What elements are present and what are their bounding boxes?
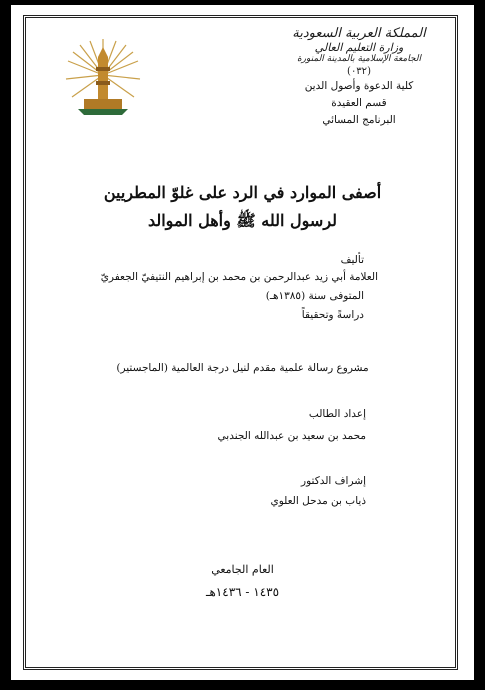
program-name: البرنامج المسائي — [322, 114, 396, 126]
department-name: قسم العقيدة — [331, 97, 387, 109]
author-label: تأليف — [340, 254, 364, 266]
author-death-date: المتوفى سنة (١٣٨٥هـ) — [265, 290, 364, 302]
author-name: العلامة أبي زيد عبدالرحمن بن محمد بن إبراهيم النتيفيّ الجعفريّ — [100, 271, 378, 283]
student-label: إعداد الطالب — [308, 408, 366, 420]
institution-code: (٠٣٢) — [347, 66, 371, 77]
academic-year-value: ١٤٣٥ - ١٤٣٦هـ — [205, 585, 280, 599]
university-emblem-icon — [64, 37, 142, 117]
institution-header — [274, 27, 444, 129]
kingdom-name: المملكة العربية السعودية — [292, 26, 426, 41]
student-name: محمد بن سعيد بن عبدالله الجندبي — [217, 430, 366, 442]
college-name: كلية الدعوة وأصول الدين — [304, 80, 414, 92]
degree-statement: مشروع رسالة علمية مقدم لنيل درجة العالمية (الماجستير) — [116, 362, 369, 374]
thesis-title-line-1: أصفى الموارد في الرد على غلوّ المطريين — [103, 183, 382, 202]
document-page — [11, 5, 474, 680]
study-note: دراسةً وتحقيقاً — [301, 309, 364, 321]
ministry-name: وزارة التعليم العالي — [314, 41, 404, 54]
thesis-title-line-2: لرسول الله ﷺ وأهل الموالد — [147, 211, 338, 230]
university-name: الجامعة الإسلامية بالمدينة المنورة — [296, 54, 422, 64]
academic-year-label: العام الجامعي — [211, 563, 274, 576]
supervisor-label: إشراف الدكتور — [301, 475, 366, 487]
supervisor-name: ذياب بن مدحل العلوي — [270, 495, 366, 507]
